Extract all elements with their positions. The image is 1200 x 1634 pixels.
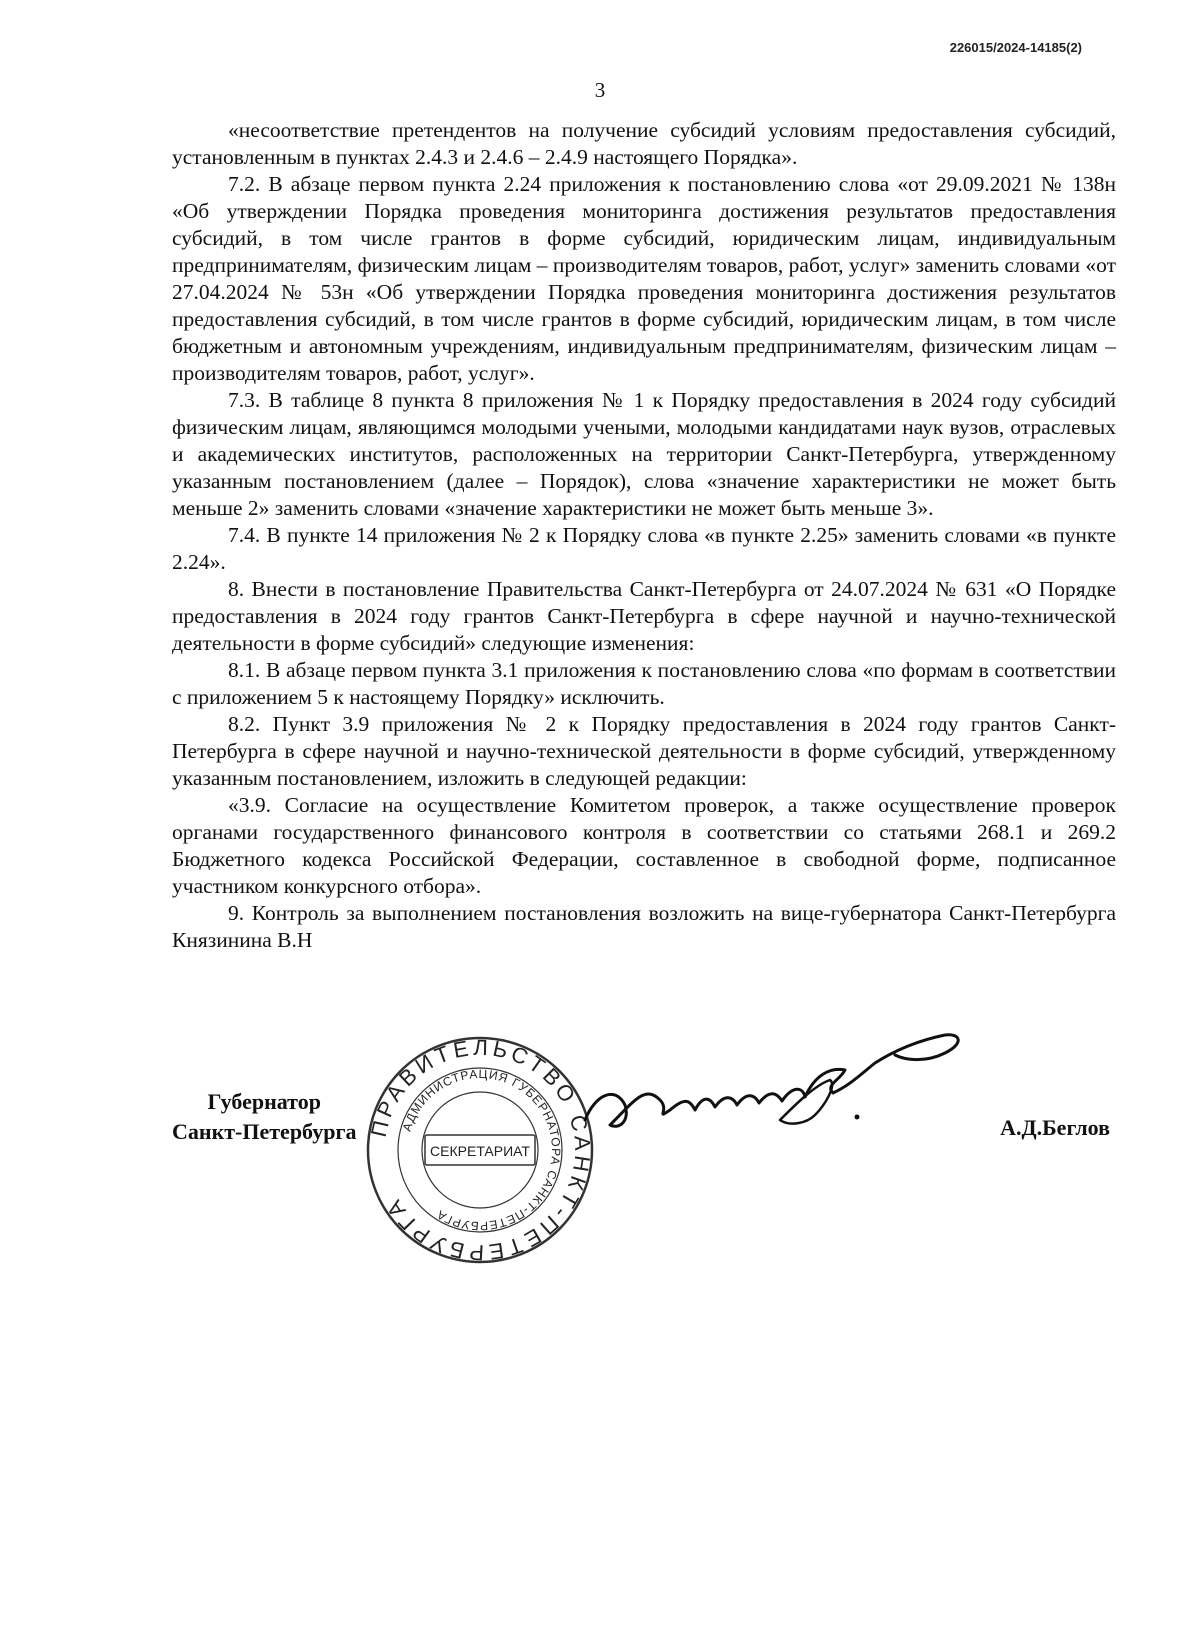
paragraph-7-4: 7.4. В пункте 14 приложения № 2 к Порядку слова «в пункте 2.25» заменить словами «в пункте 2.24». xyxy=(172,523,1116,574)
signatory-title-line2: Санкт-Петербурга xyxy=(172,1119,357,1144)
official-stamp xyxy=(365,1035,595,1265)
stamp-center-text: СЕКРЕТАРИАТ xyxy=(430,1143,530,1159)
stamp-inner-text: АДМИНИСТРАЦИЯ ГУБЕРНАТОРА САНКТ-ПЕТЕРБУРГА xyxy=(399,1066,564,1234)
paragraph-3-9-quote: «3.9. Согласие на осуществление Комитетом проверок, а также осуществление проверок органами государственного финансового контроля в соответствии со статьями 268.1 и 269.2 Бюджетного кодекса Российской Федерации, составленное в свободной форме, подписанное участником конкурсного отбора». xyxy=(172,793,1116,898)
paragraph-8-1: 8.1. В абзаце первом пункта 3.1 приложения к постановлению слова «по формам в соответствии с приложением 5 к настоящему Порядку» исключить. xyxy=(172,658,1116,709)
handwritten-signature xyxy=(575,1025,975,1145)
signatory-name: А.Д.Беглов xyxy=(1000,1115,1110,1140)
signatory-title xyxy=(172,1087,356,1147)
paragraph-9: 9. Контроль за выполнением постановления возложить на вице-губернатора Санкт-Петербурга Князинина В.Н xyxy=(172,901,1116,952)
paragraph-8-2: 8.2. Пункт 3.9 приложения № 2 к Порядку предоставления в 2024 году грантов Санкт-Петербурга в сфере научной и научно-технической деятельности в форме субсидий, утвержденному указанным постановлением, изложить в следующей редакции: xyxy=(172,712,1116,790)
paragraph-7-3: 7.3. В таблице 8 пункта 8 приложения № 1 к Порядку предоставления в 2024 году субсидий физическим лицам, являющимся молодыми учеными, молодыми кандидатами наук вузов, отраслевых и академических институтов, расположенных на территории Санкт-Петербурга, утвержденному указанным постановлением (далее – Порядок), слова «значение характеристики не может быть меньше 2» заменить словами «значение характеристики не может быть меньше 3». xyxy=(172,388,1116,520)
paragraph-7-2: 7.2. В абзаце первом пункта 2.24 приложения к постановлению слова «от 29.09.2021 № 138н «Об утверждении Порядка проведения мониторинга достижения результатов предоставления субсидий, в том числе грантов в форме субсидий, юридическим лицам, индивидуальным предпринимателям, физическим лицам – производителям товаров, работ, услуг» заменить словами «от 27.04.2024 № 53н «Об утверждении Порядка проведения мониторинга достижения результатов предоставления субсидий, в том числе грантов в форме субсидий, юридическим лицам, в том числе бюджетным и автономным учреждениям, индивидуальным предпринимателям, физическим лицам – производителям товаров, работ, услуг». xyxy=(172,172,1116,385)
page-number: 3 xyxy=(594,78,606,102)
document-id: 226015/2024-14185(2) xyxy=(949,40,1082,55)
document-body xyxy=(172,117,1116,954)
signatory-title-line1: Губернатор xyxy=(207,1089,321,1114)
paragraph-continuation: «несоответствие претендентов на получение субсидий условиям предоставления субсидий, установленным в пунктах 2.4.3 и 2.4.6 – 2.4.9 настоящего Порядка». xyxy=(172,118,1116,169)
paragraph-8: 8. Внести в постановление Правительства Санкт-Петербурга от 24.07.2024 № 631 «О Порядке предоставления в 2024 году грантов Санкт-Петербурга в сфере научной и научно-технической деятельности в форме субсидий» следующие изменения: xyxy=(172,577,1116,655)
stamp-outer-text: ПРАВИТЕЛЬСТВО САНКТ-ПЕТЕРБУРГА xyxy=(365,1035,595,1265)
